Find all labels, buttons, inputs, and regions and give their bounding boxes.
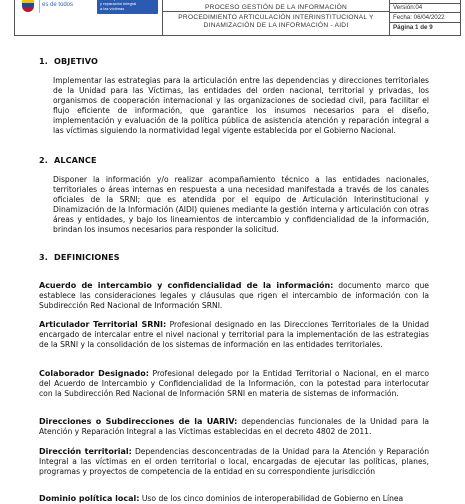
- version-label: Versión:04: [393, 4, 423, 11]
- definition-term: Dominio política local:: [39, 494, 140, 503]
- objetivo-paragraph: Implementar las estrategias para la articulación entre las dependencias y direcciones territoriales de la Unidad para las Víctimas, las entidades del orden nacional, territorial y privadas, los organismos de cooperación internacional y las organizaciones de sociedad civil, para facilitar el flujo eficiente de información, que garantice los insumos necesarios para el diseño, implementación y evaluación de la política pública de asistencia atención y reparación integral a las víctimas siguiendo la normatividad legal vigente establecida por el Gobierno Nacional.: [53, 76, 429, 135]
- definition-term: Articulador Territorial SRNI:: [39, 320, 167, 329]
- definition-item: [39, 494, 429, 504]
- definition-item: [39, 320, 429, 350]
- definition-item: [39, 281, 429, 311]
- page-of-label: de: [420, 24, 428, 31]
- definition-item: [39, 417, 429, 437]
- section-heading-definiciones: [39, 252, 120, 262]
- alcance-paragraph: Disponer la información y/o realizar acompañamiento técnico a las entidades nacionales, territoriales o áreas internas en respuesta a una necesidad manifestada a través de los canales oficiales de la SRNI; que es atendida por el equipo de Articulación Interinstitucional y Dinamización de la Información (AIDI) quienes mediante la gestión interna y articulación con otras áreas y entidades, y bajo los lineamientos de intercambio y confidencialidad de la información, brindan los insumos necesarios para responder la solicitud.: [53, 175, 429, 234]
- page-total: 9: [429, 24, 433, 31]
- page-label: Página: [393, 24, 414, 31]
- definition-text: documento marco que establece las consideraciones legales y cláusulas que rigen el intercambio de información con la Subdirección Red Nacional de Información SRNI.: [39, 281, 429, 310]
- definition-text: Profesional designado en las Direcciones Territoriales de la Unidad encargado de intercalar entre el nivel nacional y territorial para la implementación de las estrategias de la SRNI y la consolidación de los sistemas de información en las entidades territoriales.: [39, 320, 429, 349]
- section-title: DEFINICIONES: [54, 252, 120, 262]
- definition-text: Dependencias desconcentradas de la Unidad para la Atención y Reparación Integral a las víctimas en el orden territorial o local, encargadas de ejecutar las políticas, planes, programas y proyectos de competencia de la entidad en su correspondiente jurisdicción: [39, 447, 430, 476]
- definition-text: dependencias funcionales de la Unidad para la Atención y Reparación Integral a las Víctimas establecidas en el decreto 4802 de 2011.: [39, 417, 429, 436]
- definition-term: Direcciones o Subdirecciones de la UARIV:: [39, 417, 238, 426]
- section-number: 1.: [39, 56, 48, 66]
- definition-item: [39, 369, 429, 399]
- section-heading-objetivo: [39, 56, 98, 66]
- definition-term: Dirección territorial:: [39, 447, 132, 456]
- section-heading-alcance: [39, 155, 97, 165]
- futuro-line-2: es de todos: [42, 2, 74, 8]
- section-title: ALCANCE: [54, 155, 97, 165]
- date-label: Fecha: 06/04/2022: [393, 14, 445, 21]
- section-number: 3.: [39, 252, 48, 262]
- definition-text: Profesional delegado por la Entidad Territorial o Nacional, en el marco del Acuerdo de Intercambio y Confidencialidad de la Información, con la potestad para interlocutar con la Subdirección Red Nacional de Información SRNI en materia de sistemas de información.: [39, 369, 429, 398]
- definition-term: Colaborador Designado:: [39, 369, 149, 378]
- definition-item: [39, 447, 429, 477]
- procedure-title: PROCEDIMIENTO ARTICULACIÓN INTERINSTITUCIONAL Y DINAMIZACIÓN DE LA INFORMACIÓN - AIDI: [178, 14, 374, 29]
- definition-term: Acuerdo de intercambio y confidencialidad de la información:: [39, 281, 334, 290]
- unidad-victimas-logo-text: y reparación integral a las víctimas: [100, 1, 137, 11]
- page-number: 1: [415, 24, 419, 31]
- section-number: 2.: [39, 155, 48, 165]
- definition-text: Uso de los cinco dominios de interoperabilidad de Gobierno en Línea: [141, 494, 404, 503]
- process-title: PROCESO GESTIÓN DE LA INFORMACIÓN: [205, 4, 347, 11]
- section-title: OBJETIVO: [54, 56, 98, 66]
